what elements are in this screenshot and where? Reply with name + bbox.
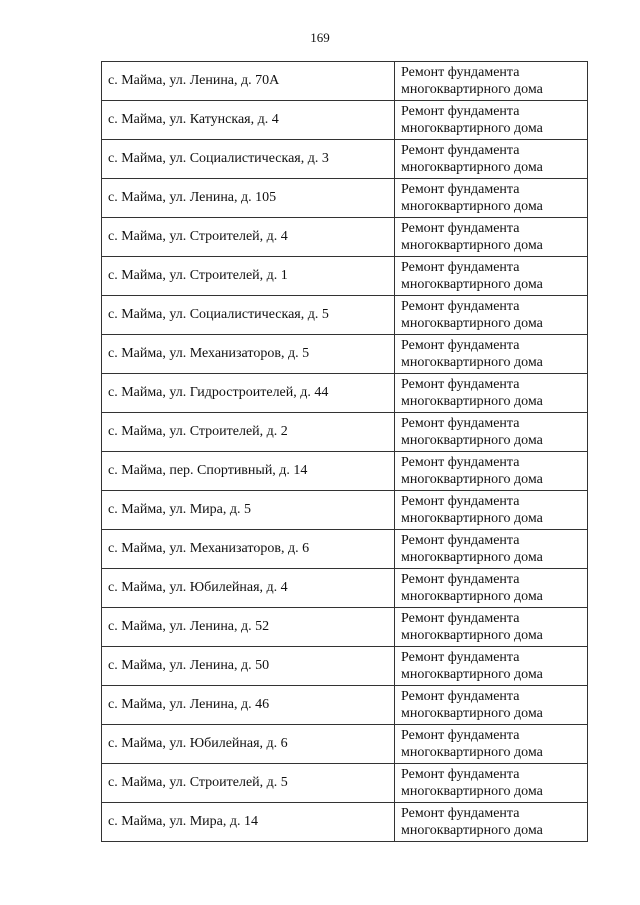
address-cell: с. Майма, ул. Юбилейная, д. 6 bbox=[102, 725, 395, 764]
address-cell: с. Майма, ул. Мира, д. 5 bbox=[102, 491, 395, 530]
address-cell: с. Майма, ул. Ленина, д. 52 bbox=[102, 608, 395, 647]
table-row bbox=[102, 335, 588, 374]
address-cell: с. Майма, ул. Механизаторов, д. 6 bbox=[102, 530, 395, 569]
table-row bbox=[102, 218, 588, 257]
address-cell: с. Майма, ул. Ленина, д. 70А bbox=[102, 62, 395, 101]
works-table-body bbox=[102, 62, 588, 842]
works-table bbox=[101, 61, 588, 842]
work-type-cell bbox=[395, 179, 588, 218]
work-type-line1: Ремонт фундамента bbox=[401, 455, 520, 470]
work-type-line1: Ремонт фундамента bbox=[401, 806, 520, 821]
table-row bbox=[102, 257, 588, 296]
table-row bbox=[102, 569, 588, 608]
table-row bbox=[102, 764, 588, 803]
table-row bbox=[102, 647, 588, 686]
table-row bbox=[102, 140, 588, 179]
work-type-line2: многоквартирного дома bbox=[401, 745, 543, 760]
work-type-line2: многоквартирного дома bbox=[401, 433, 543, 448]
address-cell: с. Майма, ул. Социалистическая, д. 3 bbox=[102, 140, 395, 179]
address-cell: с. Майма, пер. Спортивный, д. 14 bbox=[102, 452, 395, 491]
work-type-line1: Ремонт фундамента bbox=[401, 416, 520, 431]
table-row bbox=[102, 179, 588, 218]
work-type-line1: Ремонт фундамента bbox=[401, 260, 520, 275]
work-type-line1: Ремонт фундамента bbox=[401, 182, 520, 197]
work-type-cell bbox=[395, 140, 588, 179]
work-type-cell bbox=[395, 218, 588, 257]
work-type-line2: многоквартирного дома bbox=[401, 82, 543, 97]
table-row bbox=[102, 374, 588, 413]
work-type-line1: Ремонт фундамента bbox=[401, 143, 520, 158]
address-cell: с. Майма, ул. Ленина, д. 105 bbox=[102, 179, 395, 218]
address-cell: с. Майма, ул. Ленина, д. 50 bbox=[102, 647, 395, 686]
work-type-cell bbox=[395, 647, 588, 686]
work-type-cell bbox=[395, 608, 588, 647]
work-type-line1: Ремонт фундамента bbox=[401, 377, 520, 392]
work-type-line1: Ремонт фундамента bbox=[401, 65, 520, 80]
address-cell: с. Майма, ул. Строителей, д. 5 bbox=[102, 764, 395, 803]
work-type-line2: многоквартирного дома bbox=[401, 706, 543, 721]
work-type-cell bbox=[395, 764, 588, 803]
work-type-cell bbox=[395, 62, 588, 101]
work-type-line1: Ремонт фундамента bbox=[401, 494, 520, 509]
table-row bbox=[102, 296, 588, 335]
table-row bbox=[102, 101, 588, 140]
work-type-line1: Ремонт фундамента bbox=[401, 533, 520, 548]
address-cell: с. Майма, ул. Социалистическая, д. 5 bbox=[102, 296, 395, 335]
work-type-cell bbox=[395, 803, 588, 842]
work-type-line2: многоквартирного дома bbox=[401, 589, 543, 604]
work-type-line1: Ремонт фундамента bbox=[401, 728, 520, 743]
address-cell: с. Майма, ул. Ленина, д. 46 bbox=[102, 686, 395, 725]
table-row bbox=[102, 608, 588, 647]
table-row bbox=[102, 686, 588, 725]
work-type-line2: многоквартирного дома bbox=[401, 355, 543, 370]
work-type-cell bbox=[395, 374, 588, 413]
work-type-cell bbox=[395, 686, 588, 725]
work-type-cell bbox=[395, 491, 588, 530]
work-type-line2: многоквартирного дома bbox=[401, 667, 543, 682]
page-number: 169 bbox=[310, 30, 330, 45]
work-type-line1: Ремонт фундамента bbox=[401, 611, 520, 626]
work-type-line2: многоквартирного дома bbox=[401, 628, 543, 643]
work-type-cell bbox=[395, 296, 588, 335]
work-type-line2: многоквартирного дома bbox=[401, 277, 543, 292]
work-type-line1: Ремонт фундамента bbox=[401, 221, 520, 236]
address-cell: с. Майма, ул. Строителей, д. 4 bbox=[102, 218, 395, 257]
table-row bbox=[102, 62, 588, 101]
address-cell: с. Майма, ул. Катунская, д. 4 bbox=[102, 101, 395, 140]
work-type-line1: Ремонт фундамента bbox=[401, 338, 520, 353]
work-type-cell bbox=[395, 413, 588, 452]
table-row bbox=[102, 725, 588, 764]
work-type-cell bbox=[395, 530, 588, 569]
table-row bbox=[102, 803, 588, 842]
address-cell: с. Майма, ул. Гидростроителей, д. 44 bbox=[102, 374, 395, 413]
work-type-line1: Ремонт фундамента bbox=[401, 689, 520, 704]
address-cell: с. Майма, ул. Юбилейная, д. 4 bbox=[102, 569, 395, 608]
work-type-cell bbox=[395, 101, 588, 140]
work-type-line2: многоквартирного дома bbox=[401, 472, 543, 487]
work-type-line1: Ремонт фундамента bbox=[401, 104, 520, 119]
work-type-line2: многоквартирного дома bbox=[401, 199, 543, 214]
work-type-cell bbox=[395, 257, 588, 296]
work-type-cell bbox=[395, 725, 588, 764]
table-row bbox=[102, 413, 588, 452]
work-type-line2: многоквартирного дома bbox=[401, 238, 543, 253]
work-type-line1: Ремонт фундамента bbox=[401, 572, 520, 587]
work-type-line2: многоквартирного дома bbox=[401, 316, 543, 331]
work-type-line1: Ремонт фундамента bbox=[401, 767, 520, 782]
address-cell: с. Майма, ул. Мира, д. 14 bbox=[102, 803, 395, 842]
work-type-line2: многоквартирного дома bbox=[401, 121, 543, 136]
work-type-line2: многоквартирного дома bbox=[401, 823, 543, 838]
work-type-line1: Ремонт фундамента bbox=[401, 299, 520, 314]
work-type-line1: Ремонт фундамента bbox=[401, 650, 520, 665]
work-type-line2: многоквартирного дома bbox=[401, 550, 543, 565]
work-type-cell bbox=[395, 569, 588, 608]
address-cell: с. Майма, ул. Строителей, д. 1 bbox=[102, 257, 395, 296]
work-type-cell bbox=[395, 452, 588, 491]
table-row bbox=[102, 491, 588, 530]
work-type-line2: многоквартирного дома bbox=[401, 394, 543, 409]
address-cell: с. Майма, ул. Строителей, д. 2 bbox=[102, 413, 395, 452]
work-type-cell bbox=[395, 335, 588, 374]
work-type-line2: многоквартирного дома bbox=[401, 784, 543, 799]
work-type-line2: многоквартирного дома bbox=[401, 160, 543, 175]
table-row bbox=[102, 452, 588, 491]
address-cell: с. Майма, ул. Механизаторов, д. 5 bbox=[102, 335, 395, 374]
table-row bbox=[102, 530, 588, 569]
work-type-line2: многоквартирного дома bbox=[401, 511, 543, 526]
